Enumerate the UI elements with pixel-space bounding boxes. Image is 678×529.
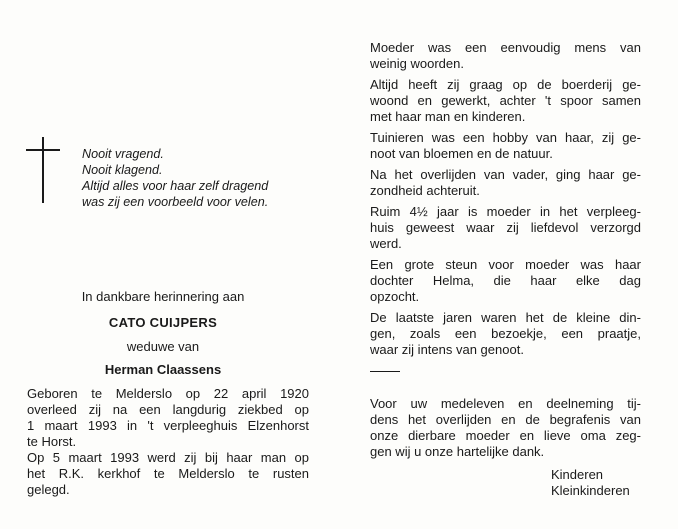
story-paragraph bbox=[370, 130, 641, 162]
poem-line: Nooit vragend. bbox=[82, 147, 164, 161]
text-line: 1 maart 1993 in 't verpleeghuis Elzenhorst bbox=[27, 418, 309, 433]
cross-icon bbox=[26, 137, 60, 203]
husband-name: Herman Claassens bbox=[104, 362, 222, 377]
poem-line: Nooit klagend. bbox=[82, 163, 163, 177]
text-line: waar zij intens van genoot. bbox=[370, 342, 524, 357]
story-paragraph bbox=[370, 40, 641, 72]
text-line: Voor uw medeleven en deelneming tij- bbox=[370, 396, 641, 411]
text-line: opzocht. bbox=[370, 289, 420, 304]
widow-label: weduwe van bbox=[126, 339, 200, 354]
text-line: overleed zij na een langdurig ziekbed op bbox=[27, 402, 309, 417]
poem-line: was zij een voorbeeld voor velen. bbox=[82, 195, 269, 209]
text-line: gen, zoals een bezoekje, een praatje, bbox=[370, 326, 641, 341]
text-line: met haar man en kinderen. bbox=[370, 109, 526, 124]
story-paragraph bbox=[370, 257, 641, 305]
text-line: werd. bbox=[370, 236, 402, 251]
text-line: dens het overlijden en de begrafenis van bbox=[370, 412, 641, 427]
text-line: huis geweest waar zij liefdevol verzorgd bbox=[370, 220, 641, 235]
text-line: noot van bloemen en de natuur. bbox=[370, 146, 553, 161]
text-line: onze dierbare moeder en lieve oma zeg- bbox=[370, 428, 641, 443]
text-line: zondheid achteruit. bbox=[370, 183, 480, 198]
memory-heading: In dankbare herinnering aan bbox=[81, 289, 245, 304]
text-line: Op 5 maart 1993 werd zij bij haar man op bbox=[27, 450, 309, 465]
signature-line: Kleinkinderen bbox=[551, 483, 630, 498]
text-line: Tuinieren was een hobby van haar, zij ge- bbox=[370, 130, 641, 145]
text-line: Geboren te Melderslo op 22 april 1920 bbox=[27, 386, 309, 401]
story-paragraph bbox=[370, 167, 641, 199]
cross-horizontal-bar bbox=[26, 149, 60, 151]
text-line: Een grote steun voor moeder was haar bbox=[370, 257, 641, 272]
cross-vertical-bar bbox=[42, 137, 44, 203]
deceased-name: CATO CUIJPERS bbox=[108, 315, 218, 330]
story-paragraph bbox=[370, 204, 641, 252]
divider bbox=[370, 371, 400, 372]
text-line: te Horst. bbox=[27, 434, 77, 449]
text-line: weinig woorden. bbox=[370, 56, 464, 71]
text-line: gelegd. bbox=[27, 482, 70, 497]
text-line: De laatste jaren waren het de kleine din- bbox=[370, 310, 641, 325]
text-line: woond en gewerkt, achter 't spoor samen bbox=[370, 93, 641, 108]
life-details bbox=[27, 386, 309, 498]
text-line: gen wij u onze hartelijke dank. bbox=[370, 444, 545, 459]
story-paragraph bbox=[370, 310, 641, 358]
signature-line: Kinderen bbox=[551, 467, 604, 482]
story-paragraph bbox=[370, 77, 641, 125]
poem bbox=[82, 146, 268, 210]
text-line: dochter Helma, die haar elke dag bbox=[370, 273, 641, 288]
text-line: Na het overlijden van vader, ging haar ge- bbox=[370, 167, 641, 182]
signature bbox=[551, 467, 630, 499]
text-line: Moeder was een eenvoudig mens van bbox=[370, 40, 641, 55]
text-line: Altijd heeft zij graag op de boerderij ge- bbox=[370, 77, 641, 92]
poem-line: Altijd alles voor haar zelf dragend bbox=[82, 179, 269, 193]
text-line: het R.K. kerkhof te Melderslo te rusten bbox=[27, 466, 309, 481]
thanks-note bbox=[370, 396, 641, 460]
life-story bbox=[370, 40, 641, 363]
text-line: Ruim 4½ jaar is moeder in het verpleeg- bbox=[370, 204, 641, 219]
